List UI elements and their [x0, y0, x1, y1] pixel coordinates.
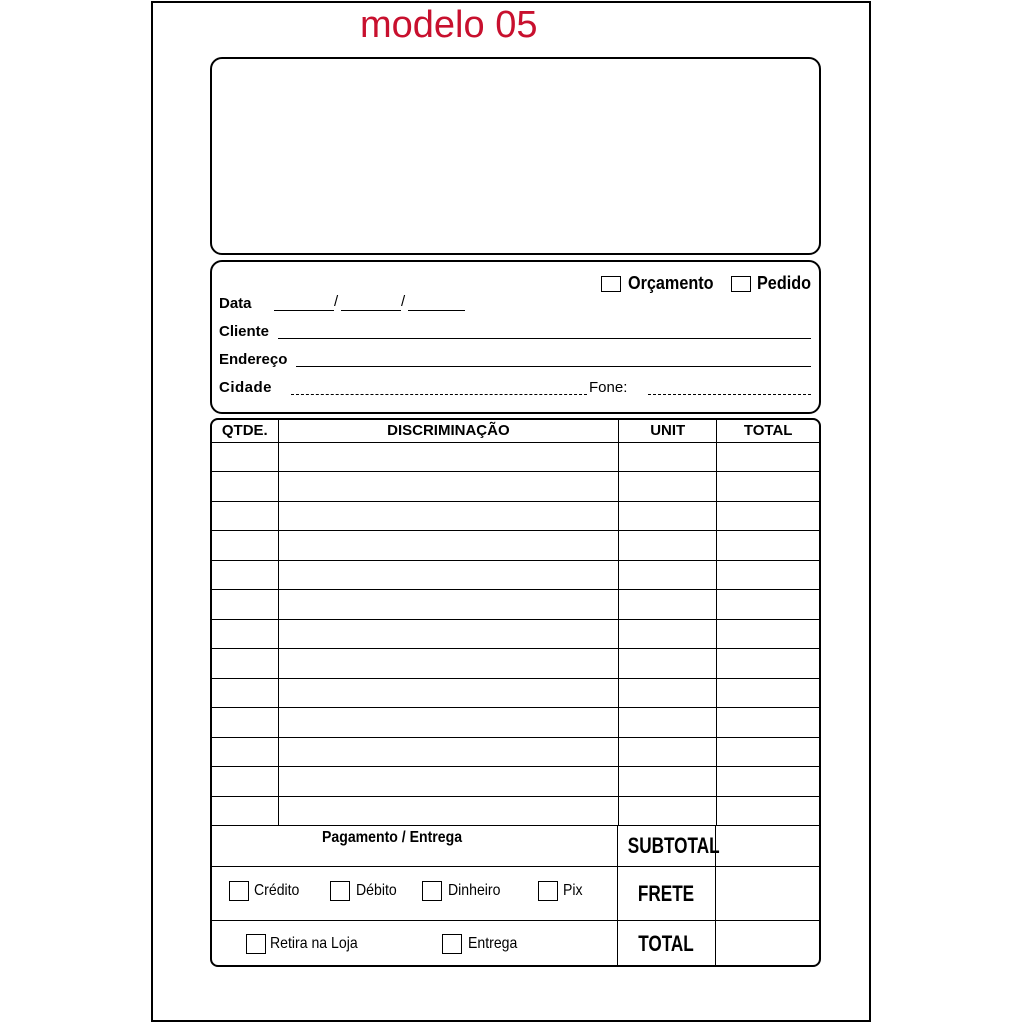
qtde-cell[interactable] — [212, 472, 278, 502]
footer-section — [212, 825, 819, 967]
table-row — [212, 796, 819, 826]
header-qtde: QTDE. — [212, 420, 278, 442]
unit-cell[interactable] — [619, 796, 717, 826]
frete-label: FRETE — [637, 881, 695, 906]
unit-cell[interactable] — [619, 501, 717, 531]
fone-field[interactable] — [648, 394, 811, 395]
total-cell[interactable] — [717, 649, 819, 679]
qtde-cell[interactable] — [212, 796, 278, 826]
data-month-field[interactable] — [341, 310, 401, 311]
retira-na-loja-label: Retira na Loja — [270, 935, 358, 952]
discriminacao-cell[interactable] — [278, 737, 619, 767]
qtde-cell[interactable] — [212, 590, 278, 620]
debito-checkbox[interactable] — [330, 881, 350, 901]
total-cell[interactable] — [717, 442, 819, 472]
orcamento-checkbox[interactable] — [601, 276, 621, 292]
table-row — [212, 442, 819, 472]
unit-cell[interactable] — [619, 442, 717, 472]
total-field[interactable] — [717, 922, 821, 967]
total-label: TOTAL — [638, 931, 694, 956]
cidade-label: Cidade — [219, 379, 273, 396]
discriminacao-cell[interactable] — [278, 560, 619, 590]
discriminacao-cell[interactable] — [278, 501, 619, 531]
total-cell[interactable] — [717, 767, 819, 797]
unit-cell[interactable] — [619, 678, 717, 708]
total-cell[interactable] — [717, 678, 819, 708]
qtde-cell[interactable] — [212, 708, 278, 738]
endereco-label: Endereço — [219, 351, 288, 368]
header-unit: UNIT — [619, 420, 717, 442]
discriminacao-cell[interactable] — [278, 767, 619, 797]
total-cell[interactable] — [717, 708, 819, 738]
unit-cell[interactable] — [619, 472, 717, 502]
unit-cell[interactable] — [619, 531, 717, 561]
entrega-label: Entrega — [468, 935, 518, 952]
qtde-cell[interactable] — [212, 531, 278, 561]
form-title: modelo 05 — [360, 4, 538, 46]
items-table — [212, 420, 819, 826]
unit-cell[interactable] — [619, 590, 717, 620]
discriminacao-cell[interactable] — [278, 678, 619, 708]
table-row — [212, 501, 819, 531]
total-cell[interactable] — [717, 796, 819, 826]
total-cell[interactable] — [717, 619, 819, 649]
total-cell[interactable] — [717, 560, 819, 590]
qtde-cell[interactable] — [212, 767, 278, 797]
unit-cell[interactable] — [619, 649, 717, 679]
total-cell[interactable] — [717, 737, 819, 767]
cliente-field[interactable] — [278, 338, 811, 339]
discriminacao-cell[interactable] — [278, 649, 619, 679]
table-row — [212, 619, 819, 649]
discriminacao-cell[interactable] — [278, 531, 619, 561]
cidade-field[interactable] — [291, 394, 587, 395]
company-header-box — [210, 57, 821, 255]
pagamento-entrega-label: Pagamento / Entrega — [322, 829, 463, 846]
discriminacao-cell[interactable] — [278, 442, 619, 472]
table-row — [212, 531, 819, 561]
cliente-label: Cliente — [219, 323, 270, 340]
pix-label: Pix — [563, 882, 583, 899]
data-label: Data — [219, 295, 252, 312]
total-cell[interactable] — [717, 531, 819, 561]
qtde-cell[interactable] — [212, 501, 278, 531]
qtde-cell[interactable] — [212, 619, 278, 649]
pedido-label: Pedido — [757, 273, 812, 293]
subtotal-label: SUBTOTAL — [627, 833, 720, 858]
total-cell[interactable] — [717, 590, 819, 620]
table-header-row — [212, 420, 819, 442]
qtde-cell[interactable] — [212, 737, 278, 767]
header-discriminacao: DISCRIMINAÇÃO — [278, 420, 619, 442]
header-total: TOTAL — [717, 420, 819, 442]
dinheiro-checkbox[interactable] — [422, 881, 442, 901]
endereco-field[interactable] — [296, 366, 811, 367]
discriminacao-cell[interactable] — [278, 590, 619, 620]
pix-checkbox[interactable] — [538, 881, 558, 901]
client-info-box: Orçamento Pedido Data / / Cliente Endereço Cidade Fone: — [210, 260, 821, 414]
table-row — [212, 678, 819, 708]
table-row — [212, 649, 819, 679]
discriminacao-cell[interactable] — [278, 472, 619, 502]
retira-na-loja-checkbox[interactable] — [246, 934, 266, 954]
table-row — [212, 708, 819, 738]
pedido-checkbox[interactable] — [731, 276, 751, 292]
items-box — [210, 418, 821, 967]
data-day-field[interactable] — [274, 310, 334, 311]
fone-label: Fone: — [589, 379, 628, 396]
table-row — [212, 590, 819, 620]
dinheiro-label: Dinheiro — [448, 882, 501, 899]
unit-cell[interactable] — [619, 560, 717, 590]
unit-cell[interactable] — [619, 619, 717, 649]
data-year-field[interactable] — [408, 310, 465, 311]
table-row — [212, 737, 819, 767]
debito-label: Débito — [356, 882, 397, 899]
discriminacao-cell[interactable] — [278, 708, 619, 738]
total-cell[interactable] — [717, 472, 819, 502]
discriminacao-cell[interactable] — [278, 796, 619, 826]
qtde-cell[interactable] — [212, 678, 278, 708]
qtde-cell[interactable] — [212, 442, 278, 472]
qtde-cell[interactable] — [212, 649, 278, 679]
subtotal-field[interactable] — [717, 827, 821, 865]
orcamento-label: Orçamento — [628, 273, 714, 293]
credito-label: Crédito — [254, 882, 300, 899]
table-row — [212, 472, 819, 502]
total-cell[interactable] — [717, 501, 819, 531]
unit-cell[interactable] — [619, 708, 717, 738]
credito-checkbox[interactable] — [229, 881, 249, 901]
discriminacao-cell[interactable] — [278, 619, 619, 649]
table-row — [212, 560, 819, 590]
unit-cell[interactable] — [619, 767, 717, 797]
unit-cell[interactable] — [619, 737, 717, 767]
frete-field[interactable] — [717, 868, 821, 919]
entrega-checkbox[interactable] — [442, 934, 462, 954]
qtde-cell[interactable] — [212, 560, 278, 590]
table-row — [212, 767, 819, 797]
